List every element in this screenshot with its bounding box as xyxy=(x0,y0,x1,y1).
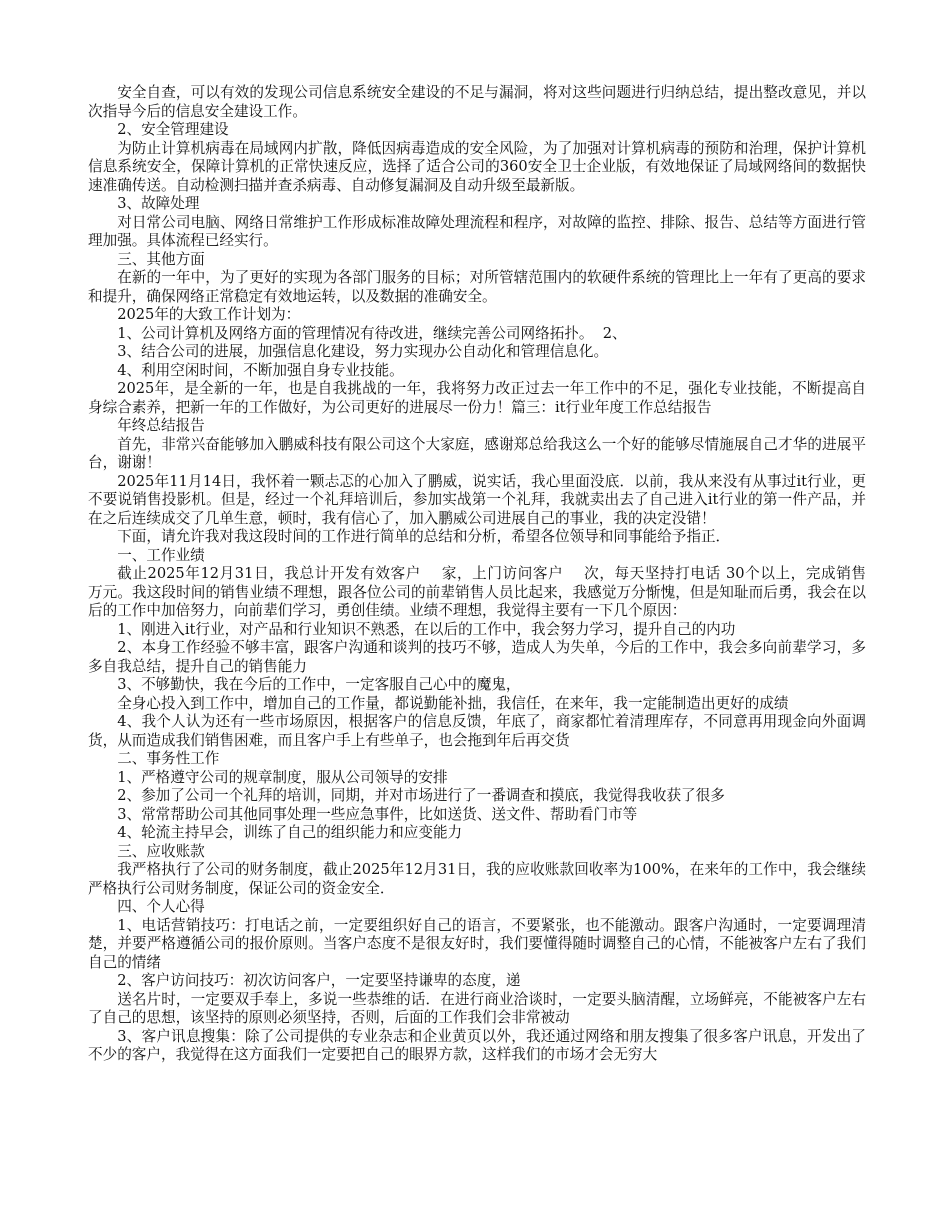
section-heading: 2、安全管理建设 xyxy=(117,121,229,138)
body-paragraph: 全身心投入到工作中，增加自己的工作量，都说勤能补拙，我信任，在来年，我一定能制造出更好的成绩 xyxy=(117,694,789,712)
plan-heading: 2025年的大致工作计划为： xyxy=(117,306,301,323)
body-paragraph: 2025年11月14日，我怀着一颗忐忑的心加入了鹏威，说实话，我心里面没底．以前，我从来没有从事过it行业，更不要说销售投影机。但是，经过一个礼拜培训后，参加实战第一个礼拜，我就卖出去了自己进入it行业的第一件产品，并在之后连续成交了几单生意，顿时，我有信心了，加入鹏威公司进展自己的事业，我的决定没错！ xyxy=(88,472,866,527)
body-paragraph: 送名片时，一定要双手奉上，多说一些恭维的话．在进行商业洽谈时，一定要头脑清醒，立场鲜亮，不能被客户左右了自己的思想，该坚持的原则必须坚持，否则，后面的工作我们会非常被动 xyxy=(88,990,866,1026)
section-heading: 三、应收账款 xyxy=(117,842,205,860)
list-item: 3、常常帮助公司其他同事处理一些应急事件，比如送货、送文件、帮助看门市等 xyxy=(117,805,638,823)
body-paragraph: 在新的一年中，为了更好的实现为各部门服务的目标；对所管辖范围内的软硬件系统的管理比上一年有了更高的要求和提升，确保网络正常稳定有效地运转，以及数据的准确安全。 xyxy=(88,269,866,305)
section-heading: 3、故障处理 xyxy=(117,195,200,212)
body-paragraph: 首先，非常兴奋能够加入鹏威科技有限公司这个大家庭，感谢郑总给我这么一个好的能够尽情施展自己才华的进展平台，谢谢！ xyxy=(88,435,866,471)
list-item: 4、我个人认为还有一些市场原因，根据客户的信息反馈，年底了，商家都忙着清理库存，不同意再用现金向外面调货，从而造成我们销售困难，而且客户手上有些单子，也会拖到年后再交货 xyxy=(88,713,866,749)
body-paragraph: 下面，请允许我对我这段时间的工作进行简单的总结和分析，希望各位领导和同事能给予指正． xyxy=(117,528,731,545)
report-title: 年终总结报告 xyxy=(117,417,205,434)
list-item: 1、电话营销技巧：打电话之前，一定要组织好自己的语言，不要紧张，也不能激动。跟客户沟通时，一定要调理清楚，并要严格遵循公司的报价原则。当客户态度不是很友好时，我们要懂得随时调整自己的心情，不能被客户左右了我们自己的情绪 xyxy=(88,916,866,971)
body-paragraph: 为防止计算机病毒在局域网内扩散，降低因病毒造成的安全风险，为了加强对计算机病毒的预防和治理，保护计算机信息系统安全，保障计算机的正常快速反应，选择了适合公司的360安全卫士企业版，有效地保证了局域网络间的数据快速准确传送。自动检测扫描并查杀病毒、自动修复漏洞及自动升级至最新版。 xyxy=(88,139,866,194)
list-item: 3、客户讯息搜集：除了公司提供的专业杂志和企业黄页以外，我还通过网络和朋友搜集了很多客户讯息，开发出了不少的客户，我觉得在这方面我们一定要把自己的眼界方款，这样我们的市场才会无穷大 xyxy=(88,1027,866,1063)
list-item: 2、参加了公司一个礼拜的培训，同期，并对市场进行了一番调查和摸底，我觉得我收获了很多 xyxy=(117,787,725,804)
list-item: 1、刚进入it行业，对产品和行业知识不熟悉，在以后的工作中，我会努力学习，提升自己的内功 xyxy=(117,620,736,638)
body-paragraph: 安全自查，可以有效的发现公司信息系统安全建设的不足与漏洞，将对这些问题进行归纳总结，提出整改意见，并以次指导今后的信息安全建设工作。 xyxy=(88,84,866,120)
list-item: 4、利用空闲时间，不断加强自身专业技能。 xyxy=(117,361,404,379)
section-heading: 一、工作业绩 xyxy=(117,546,205,564)
body-paragraph: 我严格执行了公司的财务制度，截止2025年12月31日，我的应收账款回收率为100%，在来年的工作中，我会继续严格执行公司财务制度，保证公司的资金安全． xyxy=(88,861,866,897)
list-item: 1、公司计算机及网络方面的管理情况有待改进，继续完善公司网络拓扑。 2、 xyxy=(117,324,627,342)
body-paragraph: 截止2025年12月31日，我总计开发有效客户 家，上门访问客户 次，每天坚持打电话 30个以上，完成销售 万元。我这段时间的销售业绩不理想，跟各位公司的前辈销售人员比起来，我感觉万分惭愧，但是知耻而后勇，我会在以后的工作中加倍努力，向前辈们学习，勇创佳绩。业绩不理想，我觉得主要有一下几个原因： xyxy=(88,565,885,619)
list-item: 4、轮流主持早会，训练了自己的组织能力和应变能力 xyxy=(117,824,463,841)
list-item: 3、结合公司的进展，加强信息化建设，努力实现办公自动化和管理信息化。 xyxy=(117,343,609,360)
section-heading: 二、事务性工作 xyxy=(117,750,220,767)
section-heading: 三、其他方面 xyxy=(117,250,205,268)
list-item: 1、严格遵守公司的规章制度，服从公司领导的安排 xyxy=(117,768,448,786)
list-item: 3、不够勤快，我在今后的工作中，一定客服自己心中的魔鬼， xyxy=(117,676,521,693)
list-item: 2、客户访问技巧：初次访问客户，一定要坚持谦卑的态度，递 xyxy=(117,972,521,989)
document-page xyxy=(88,84,885,1065)
body-paragraph: 2025年，是全新的一年，也是自我挑战的一年，我将努力改正过去一年工作中的不足，强化专业技能，不断提高自身综合素养，把新一年的工作做好，为公司更好的进展尽一份力！篇三：it行业年度工作总结报告 xyxy=(88,380,866,416)
list-item: 2、本身工作经验不够丰富，跟客户沟通和谈判的技巧不够，造成人为失单，今后的工作中，我会多向前辈学习，多多自我总结，提升自己的销售能力 xyxy=(88,639,866,675)
section-heading: 四、个人心得 xyxy=(117,898,205,915)
body-paragraph: 对日常公司电脑、网络日常维护工作形成标准故障处理流程和程序，对故障的监控、排除、报告、总结等方面进行管理加强。具体流程已经实行。 xyxy=(88,213,866,249)
